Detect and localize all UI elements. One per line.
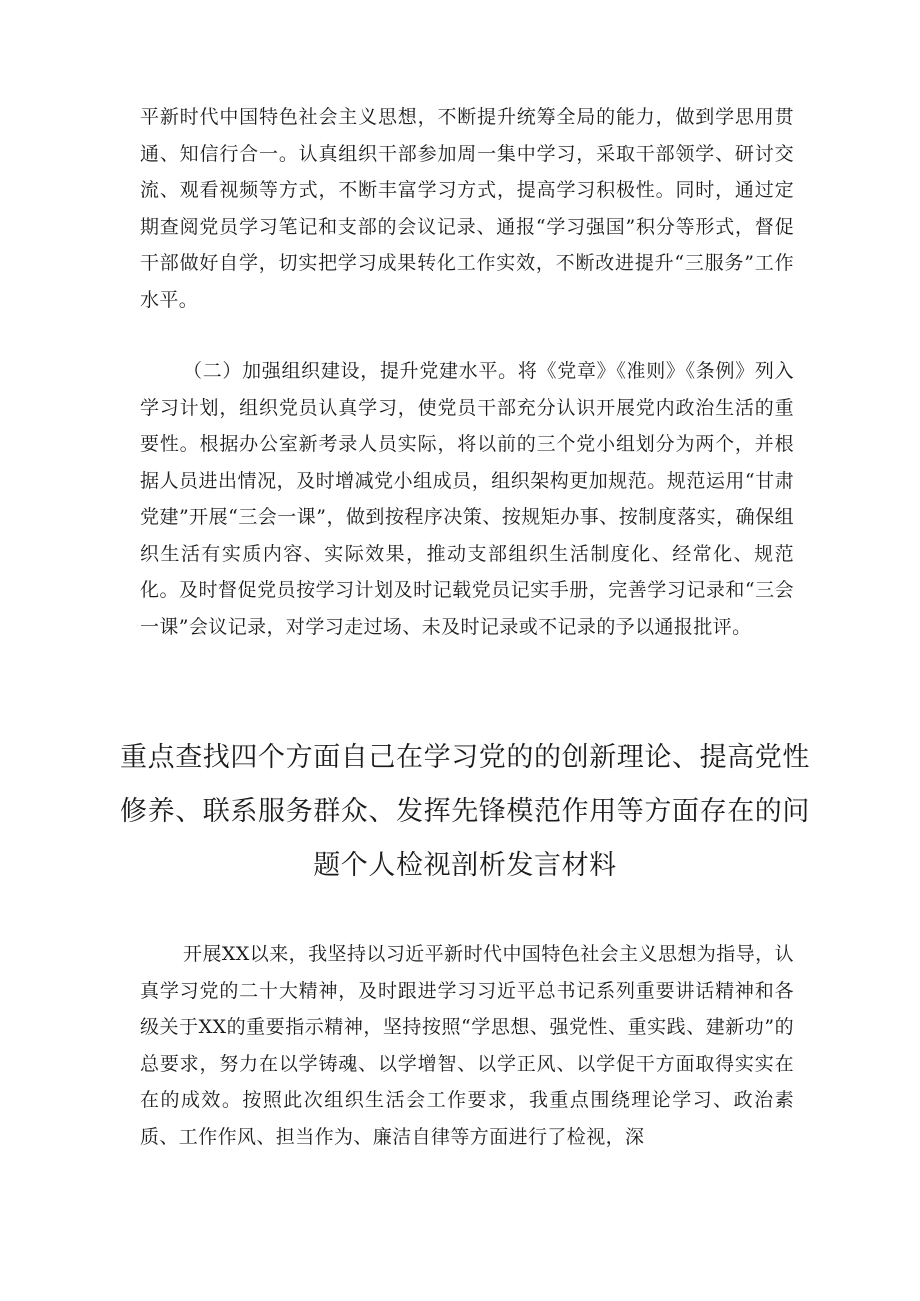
paragraph-text: 平新时代中国特色社会主义思想，不断提升统筹全局的能力，做到学思用贯通、知信行合一。认真组织干部参加周一集中学习，采取干部领学、研讨交流、观看视频等方式，不断丰富学习方式，提高学习积极性。同时，通过定期查阅党员学习笔记和支部的会议记录、通报“学习强国”积分等形式，督促干部做好自学，切实把学习成果转化工作实效，不断改进提升“三服务”工作水平。 (140, 106, 794, 311)
paragraph-continued (140, 99, 794, 318)
paragraph-intro (140, 936, 794, 1155)
paragraph-organization-building (140, 353, 794, 645)
paragraph-text: （二）加强组织建设，提升党建水平。将《党章》《准则》《条例》列入学习计划，组织党员认真学习，使党员干部充分认识开展党内政治生活的重要性。根据办公室新考录人员实际，将以前的三个党小组划分为两个，并根据人员进出情况，及时增减党小组成员，组织架构更加规范。规范运用“甘肃党建”开展“三会一课”，做到按程序决策、按规矩办事、按制度落实，确保组织生活有实质内容、实际效果，推动支部组织生活制度化、经常化、规范化。及时督促党员按学习计划及时记载党员记实手册，完善学习记录和“三会一课”会议记录，对学习走过场、未及时记录或不记录的予以通报批评。 (140, 360, 794, 638)
document-title: 重点查找四个方面自己在学习党的的创新理论、提高党性修养、联系服务群众、发挥先锋模范作用等方面存在的问题个人检视剖析发言材料 (120, 742, 810, 881)
paragraph-text: 开展XX以来，我坚持以习近平新时代中国特色社会主义思想为指导，认真学习党的二十大精神，及时跟进学习习近平总书记系列重要讲话精神和各级关于XX的重要指示精神，坚持按照“学思想、强党性、重实践、建新功”的总要求，努力在以学铸魂、以学增智、以学正风、以学促干方面取得实实在在的成效。按照此次组织生活会工作要求，我重点围绕理论学习、政治素质、工作作风、担当作为、廉洁自律等方面进行了检视，深 (140, 943, 794, 1148)
